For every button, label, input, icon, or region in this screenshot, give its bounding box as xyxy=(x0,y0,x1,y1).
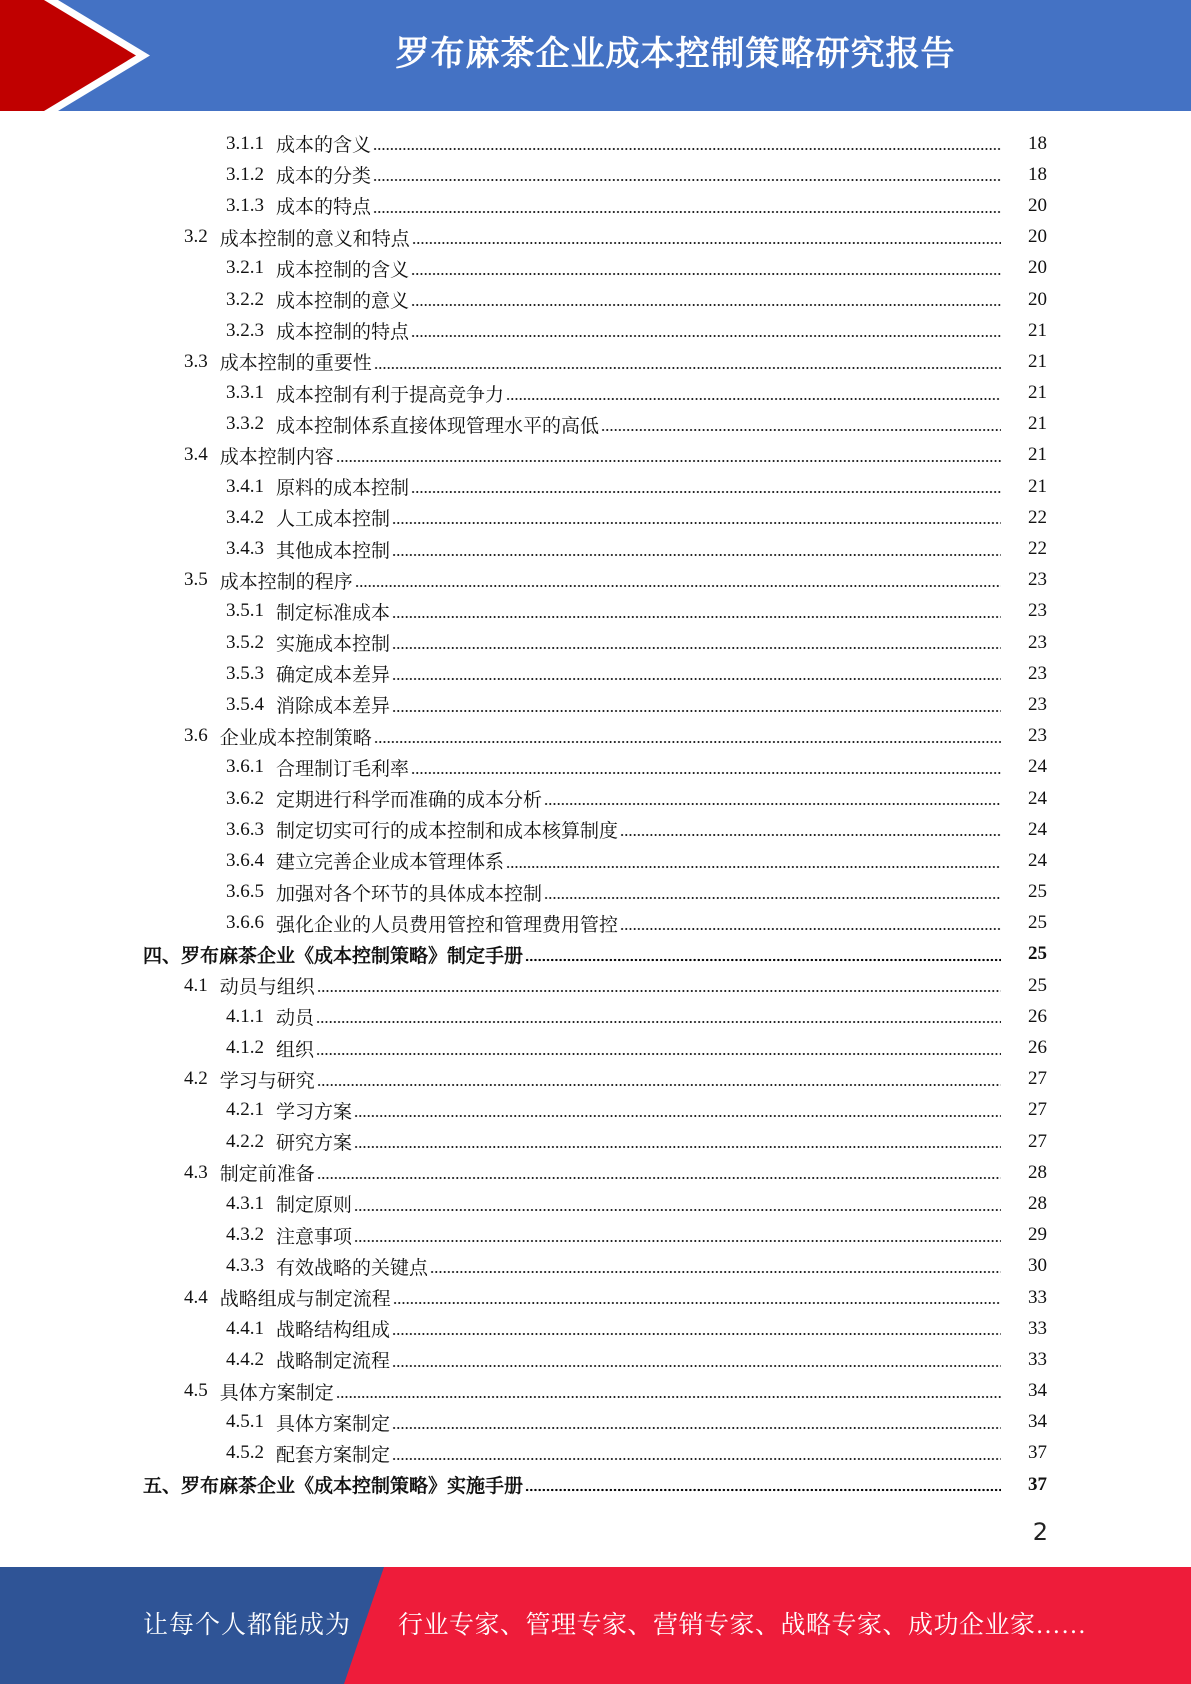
toc-dot-leader xyxy=(354,1114,1001,1118)
toc-entry-page: 28 xyxy=(1028,1161,1047,1183)
toc-subsection-entry[interactable] xyxy=(0,1407,1191,1438)
toc-section-entry[interactable] xyxy=(0,1376,1191,1407)
toc-entry-page: 21 xyxy=(1028,475,1047,497)
toc-entry-page: 33 xyxy=(1028,1286,1047,1308)
toc-dot-leader xyxy=(374,366,1001,370)
toc-subsection-entry[interactable] xyxy=(0,752,1191,783)
toc-entry-page: 34 xyxy=(1028,1411,1047,1433)
toc-subsection-entry[interactable] xyxy=(0,845,1191,876)
toc-entry-number: 3.1.1 xyxy=(226,132,264,154)
toc-dot-leader xyxy=(317,1176,1001,1180)
toc-entry-page: 21 xyxy=(1028,319,1047,341)
toc-chapter-entry[interactable] xyxy=(0,1469,1191,1500)
toc-entry-title: 有效战略的关键点 xyxy=(276,1257,429,1279)
toc-dot-leader xyxy=(317,989,1001,993)
toc-entry-title: 学习方案 xyxy=(276,1101,353,1123)
toc-entry-title: 成本控制的意义和特点 xyxy=(219,228,410,250)
toc-subsection-entry[interactable] xyxy=(0,1001,1191,1032)
toc-entry-title: 研究方案 xyxy=(276,1133,353,1155)
toc-subsection-entry[interactable] xyxy=(0,253,1191,284)
toc-dot-leader xyxy=(317,1083,1001,1087)
toc-subsection-entry[interactable] xyxy=(0,159,1191,190)
toc-entry-page: 28 xyxy=(1028,1192,1047,1214)
toc-entry-page: 30 xyxy=(1028,1255,1047,1277)
toc-dot-leader xyxy=(336,459,1001,463)
toc-entry-title: 成本控制体系直接体现管理水平的高低 xyxy=(276,415,600,437)
toc-subsection-entry[interactable] xyxy=(0,128,1191,159)
toc-dot-leader xyxy=(354,1239,1001,1243)
toc-entry-title: 消除成本差异 xyxy=(276,696,391,718)
toc-subsection-entry[interactable] xyxy=(0,877,1191,908)
toc-entry-number: 4.2.2 xyxy=(226,1130,264,1152)
toc-entry-number: 3.3.2 xyxy=(226,413,264,435)
toc-entry-page: 37 xyxy=(1028,1473,1047,1495)
toc-entry-number: 3.6 xyxy=(184,725,208,747)
toc-entry-title: 成本的特点 xyxy=(276,197,372,219)
toc-dot-leader xyxy=(316,1052,1001,1056)
toc-dot-leader xyxy=(354,1208,1001,1212)
toc-subsection-entry[interactable] xyxy=(0,1313,1191,1344)
toc-entry-title: 动员与组织 xyxy=(219,977,315,999)
toc-entry-number: 3.6.5 xyxy=(226,881,264,903)
toc-entry-title: 成本的分类 xyxy=(276,166,372,188)
toc-entry-number: 4.5.1 xyxy=(226,1411,264,1433)
toc-dot-leader xyxy=(620,927,1001,931)
toc-dot-leader xyxy=(393,1301,1001,1305)
toc-entry-page: 25 xyxy=(1028,943,1047,965)
toc-entry-title: 罗布麻茶企业《成本控制策略》实施手册 xyxy=(181,1476,524,1498)
page-header xyxy=(0,0,1191,111)
page-footer xyxy=(0,1567,1191,1684)
toc-section-entry[interactable] xyxy=(0,1064,1191,1095)
toc-entry-title: 制定前准备 xyxy=(219,1164,315,1186)
toc-entry-page: 18 xyxy=(1028,163,1047,185)
toc-dot-leader xyxy=(392,1457,1001,1461)
toc-dot-leader xyxy=(355,584,1001,588)
toc-entry-page: 25 xyxy=(1028,881,1047,903)
footer-slogan-left: 让每个人都能成为 xyxy=(143,1612,352,1639)
toc-dot-leader xyxy=(373,210,1001,214)
toc-entry-title: 制定原则 xyxy=(276,1195,353,1217)
toc-entry-page: 21 xyxy=(1028,350,1047,372)
toc-entry-number: 3.3.1 xyxy=(226,382,264,404)
toc-subsection-entry[interactable] xyxy=(0,1251,1191,1282)
toc-dot-leader xyxy=(411,303,1001,307)
toc-subsection-entry[interactable] xyxy=(0,409,1191,440)
toc-entry-page: 27 xyxy=(1028,1099,1047,1121)
toc-entry-number: 3.2.1 xyxy=(226,257,264,279)
toc-dot-leader xyxy=(354,1145,1001,1149)
toc-dot-leader xyxy=(525,958,1001,962)
toc-entry-title: 具体方案制定 xyxy=(219,1382,334,1404)
toc-entry-page: 20 xyxy=(1028,257,1047,279)
toc-subsection-entry[interactable] xyxy=(0,1438,1191,1469)
toc-entry-title: 成本控制的程序 xyxy=(219,571,353,593)
toc-section-entry[interactable] xyxy=(0,565,1191,596)
toc-subsection-entry[interactable] xyxy=(0,596,1191,627)
toc-dot-leader xyxy=(392,1426,1001,1430)
toc-entry-number: 4.3.2 xyxy=(226,1224,264,1246)
toc-entry-number: 3.6.6 xyxy=(226,912,264,934)
toc-subsection-entry[interactable] xyxy=(0,1344,1191,1375)
toc-section-entry[interactable] xyxy=(0,440,1191,471)
toc-entry-number: 3.6.3 xyxy=(226,818,264,840)
toc-entry-title: 人工成本控制 xyxy=(276,509,391,531)
toc-entry-page: 37 xyxy=(1028,1442,1047,1464)
toc-entry-number: 4.5 xyxy=(184,1380,208,1402)
toc-entry-number: 3.2.3 xyxy=(226,319,264,341)
toc-entry-page: 25 xyxy=(1028,974,1047,996)
toc-entry-title: 强化企业的人员费用管控和管理费用管控 xyxy=(276,914,619,936)
toc-entry-title: 组织 xyxy=(276,1039,315,1061)
toc-subsection-entry[interactable] xyxy=(0,1126,1191,1157)
toc-entry-number: 4.4 xyxy=(184,1286,208,1308)
toc-subsection-entry[interactable] xyxy=(0,658,1191,689)
toc-entry-title: 制定标准成本 xyxy=(276,602,391,624)
toc-section-entry[interactable] xyxy=(0,970,1191,1001)
toc-entry-title: 企业成本控制策略 xyxy=(219,727,372,749)
toc-subsection-entry[interactable] xyxy=(0,1188,1191,1219)
toc-entry-number: 3.4.1 xyxy=(226,475,264,497)
toc-entry-page: 20 xyxy=(1028,288,1047,310)
toc-dot-leader xyxy=(392,677,1001,681)
toc-entry-number: 3.5.4 xyxy=(226,693,264,715)
toc-entry-page: 24 xyxy=(1028,818,1047,840)
toc-entry-page: 18 xyxy=(1028,132,1047,154)
toc-subsection-entry[interactable] xyxy=(0,1095,1191,1126)
toc-dot-leader xyxy=(373,178,1001,182)
toc-entry-title: 成本的含义 xyxy=(276,135,372,157)
toc-entry-title: 实施成本控制 xyxy=(276,634,391,656)
toc-entry-number: 4.3.3 xyxy=(226,1255,264,1277)
toc-section-entry[interactable] xyxy=(0,346,1191,377)
toc-dot-leader xyxy=(411,490,1001,494)
toc-entry-number: 3.5.1 xyxy=(226,600,264,622)
toc-entry-title: 注意事项 xyxy=(276,1226,353,1248)
toc-subsection-entry[interactable] xyxy=(0,502,1191,533)
toc-entry-number: 4.5.2 xyxy=(226,1442,264,1464)
toc-entry-page: 21 xyxy=(1028,413,1047,435)
toc-dot-leader xyxy=(374,740,1001,744)
toc-section-entry[interactable] xyxy=(0,222,1191,253)
toc-dot-leader xyxy=(392,553,1001,557)
toc-section-entry[interactable] xyxy=(0,1157,1191,1188)
toc-entry-page: 27 xyxy=(1028,1068,1047,1090)
toc-entry-title: 成本控制有利于提高竞争力 xyxy=(276,384,505,406)
toc-subsection-entry[interactable] xyxy=(0,908,1191,939)
toc-entry-title: 战略结构组成 xyxy=(276,1320,391,1342)
toc-entry-number: 四、 xyxy=(143,945,182,967)
toc-subsection-entry[interactable] xyxy=(0,627,1191,658)
toc-entry-title: 成本控制的重要性 xyxy=(219,353,372,375)
toc-entry-number: 4.1 xyxy=(184,974,208,996)
toc-entry-title: 加强对各个环节的具体成本控制 xyxy=(276,883,543,905)
toc-subsection-entry[interactable] xyxy=(0,315,1191,346)
toc-entry-page: 21 xyxy=(1028,444,1047,466)
toc-subsection-entry[interactable] xyxy=(0,814,1191,845)
toc-entry-number: 3.4.2 xyxy=(226,506,264,528)
toc-entry-title: 定期进行科学而准确的成本分析 xyxy=(276,790,543,812)
toc-dot-leader xyxy=(316,1020,1001,1024)
toc-dot-leader xyxy=(506,397,1001,401)
toc-dot-leader xyxy=(392,521,1001,525)
toc-entry-page: 23 xyxy=(1028,569,1047,591)
toc-entry-page: 25 xyxy=(1028,912,1047,934)
toc-entry-number: 3.5.2 xyxy=(226,631,264,653)
toc-dot-leader xyxy=(544,896,1001,900)
toc-dot-leader xyxy=(411,771,1001,775)
toc-entry-number: 4.4.2 xyxy=(226,1348,264,1370)
toc-entry-number: 3.5.3 xyxy=(226,662,264,684)
toc-entry-page: 22 xyxy=(1028,506,1047,528)
toc-dot-leader xyxy=(430,1270,1001,1274)
toc-entry-page: 24 xyxy=(1028,787,1047,809)
page-number: 2 xyxy=(1032,1518,1048,1546)
toc-dot-leader xyxy=(392,615,1001,619)
toc-dot-leader xyxy=(392,646,1001,650)
toc-entry-title: 成本控制的含义 xyxy=(276,259,410,281)
toc-entry-title: 学习与研究 xyxy=(219,1070,315,1092)
toc-entry-title: 成本控制的意义 xyxy=(276,291,410,313)
toc-subsection-entry[interactable] xyxy=(0,533,1191,564)
toc-entry-title: 成本控制内容 xyxy=(219,446,334,468)
toc-subsection-entry[interactable] xyxy=(0,471,1191,502)
toc-entry-title: 其他成本控制 xyxy=(276,540,391,562)
toc-entry-title: 建立完善企业成本管理体系 xyxy=(276,852,505,874)
toc-entry-title: 确定成本差异 xyxy=(276,665,391,687)
footer-slogan-right: 行业专家、管理专家、营销专家、战略专家、成功企业家…… xyxy=(398,1612,1087,1639)
toc-subsection-entry[interactable] xyxy=(0,1032,1191,1063)
toc-entry-page: 26 xyxy=(1028,1037,1047,1059)
document-title: 罗布麻茶企业成本控制策略研究报告 xyxy=(395,34,956,74)
toc-entry-title: 成本控制的特点 xyxy=(276,322,410,344)
toc-entry-number: 3.4 xyxy=(184,444,208,466)
toc-section-entry[interactable] xyxy=(0,721,1191,752)
toc-entry-number: 4.3.1 xyxy=(226,1192,264,1214)
toc-entry-number: 4.4.1 xyxy=(226,1317,264,1339)
toc-entry-number: 3.5 xyxy=(184,569,208,591)
toc-entry-page: 22 xyxy=(1028,538,1047,560)
toc-entry-page: 20 xyxy=(1028,226,1047,248)
toc-dot-leader xyxy=(506,865,1001,869)
toc-subsection-entry[interactable] xyxy=(0,783,1191,814)
toc-dot-leader xyxy=(620,833,1001,837)
toc-subsection-entry[interactable] xyxy=(0,284,1191,315)
toc-subsection-entry[interactable] xyxy=(0,689,1191,720)
toc-entry-page: 20 xyxy=(1028,194,1047,216)
toc-entry-number: 五、 xyxy=(143,1476,182,1498)
toc-entry-page: 23 xyxy=(1028,662,1047,684)
toc-entry-number: 3.1.2 xyxy=(226,163,264,185)
toc-entry-page: 23 xyxy=(1028,631,1047,653)
toc-dot-leader xyxy=(411,272,1001,276)
toc-entry-title: 具体方案制定 xyxy=(276,1413,391,1435)
toc-entry-number: 3.6.2 xyxy=(226,787,264,809)
toc-entry-number: 3.4.3 xyxy=(226,538,264,560)
toc-subsection-entry[interactable] xyxy=(0,378,1191,409)
toc-entry-page: 24 xyxy=(1028,756,1047,778)
header-arrow-decoration xyxy=(0,0,150,111)
toc-entry-title: 配套方案制定 xyxy=(276,1444,391,1466)
toc-dot-leader xyxy=(336,1395,1001,1399)
toc-entry-number: 4.1.1 xyxy=(226,1005,264,1027)
toc-entry-page: 34 xyxy=(1028,1380,1047,1402)
toc-entry-title: 原料的成本控制 xyxy=(276,478,410,500)
toc-entry-title: 合理制订毛利率 xyxy=(276,758,410,780)
toc-entry-number: 3.3 xyxy=(184,350,208,372)
toc-dot-leader xyxy=(392,1364,1001,1368)
toc-entry-title: 动员 xyxy=(276,1008,315,1030)
table-of-contents xyxy=(0,128,1191,1500)
toc-section-entry[interactable] xyxy=(0,1282,1191,1313)
toc-dot-leader xyxy=(392,709,1001,713)
toc-entry-number: 4.1.2 xyxy=(226,1037,264,1059)
toc-chapter-entry[interactable] xyxy=(0,939,1191,970)
toc-entry-number: 4.2.1 xyxy=(226,1099,264,1121)
toc-entry-number: 3.6.4 xyxy=(226,849,264,871)
toc-entry-title: 战略制定流程 xyxy=(276,1351,391,1373)
toc-entry-number: 3.2 xyxy=(184,226,208,248)
toc-subsection-entry[interactable] xyxy=(0,190,1191,221)
toc-entry-number: 4.3 xyxy=(184,1161,208,1183)
toc-entry-title: 战略组成与制定流程 xyxy=(219,1289,391,1311)
toc-dot-leader xyxy=(392,1332,1001,1336)
toc-dot-leader xyxy=(601,428,1001,432)
toc-entry-page: 23 xyxy=(1028,600,1047,622)
toc-dot-leader xyxy=(412,241,1001,245)
toc-entry-number: 3.6.1 xyxy=(226,756,264,778)
toc-entry-page: 21 xyxy=(1028,382,1047,404)
toc-entry-title: 制定切实可行的成本控制和成本核算制度 xyxy=(276,821,619,843)
toc-entry-page: 24 xyxy=(1028,849,1047,871)
toc-entry-page: 33 xyxy=(1028,1317,1047,1339)
toc-dot-leader xyxy=(373,147,1001,151)
toc-entry-page: 23 xyxy=(1028,725,1047,747)
toc-entry-number: 4.2 xyxy=(184,1068,208,1090)
toc-entry-page: 33 xyxy=(1028,1348,1047,1370)
toc-entry-number: 3.1.3 xyxy=(226,194,264,216)
toc-dot-leader xyxy=(544,802,1001,806)
toc-entry-title: 罗布麻茶企业《成本控制策略》制定手册 xyxy=(181,945,524,967)
toc-entry-page: 23 xyxy=(1028,693,1047,715)
toc-subsection-entry[interactable] xyxy=(0,1220,1191,1251)
toc-dot-leader xyxy=(525,1488,1001,1492)
toc-dot-leader xyxy=(411,334,1001,338)
toc-entry-number: 3.2.2 xyxy=(226,288,264,310)
toc-entry-page: 26 xyxy=(1028,1005,1047,1027)
toc-entry-page: 29 xyxy=(1028,1224,1047,1246)
toc-entry-page: 27 xyxy=(1028,1130,1047,1152)
